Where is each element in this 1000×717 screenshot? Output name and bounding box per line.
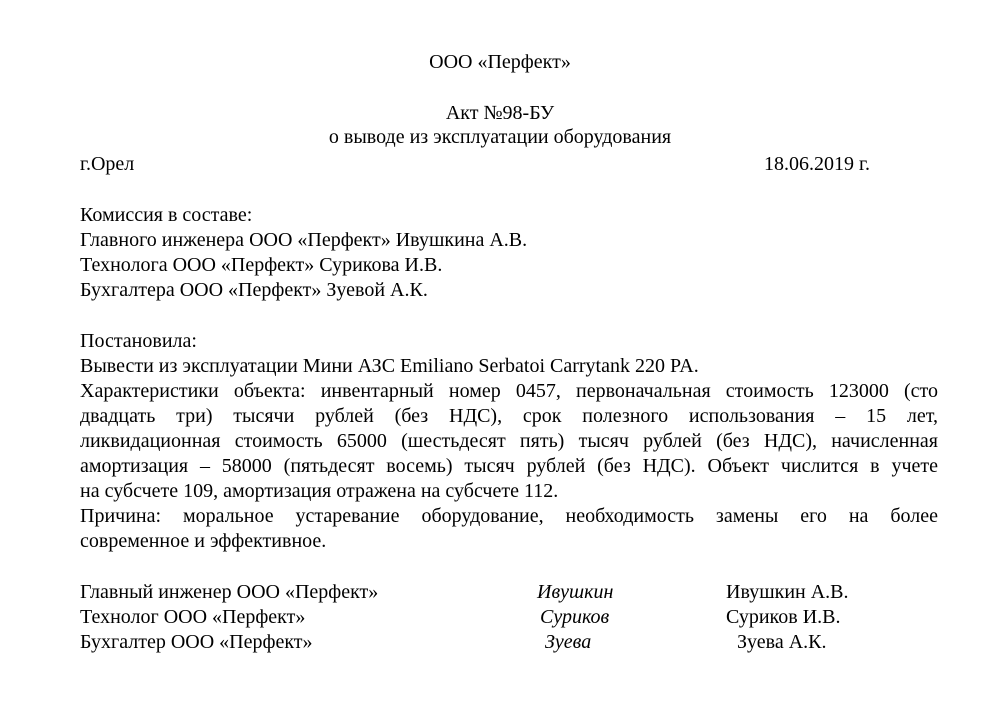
commission-member: Бухгалтера ООО «Перфект» Зуевой А.К. — [80, 279, 428, 301]
signature-name: Суриков И.В. — [726, 606, 841, 628]
resolution-line: ликвидационная стоимость 65000 (шестьдесят пять) тысяч рублей (без НДС), начисленная — [80, 430, 938, 452]
company-name: ООО «Перфект» — [429, 51, 571, 73]
commission-heading: Комиссия в составе: — [80, 204, 253, 226]
resolution-line: Вывести из эксплуатации Мини АЗС Emiliano Serbatoi Carrytank 220 PA. — [80, 355, 699, 377]
commission-member: Технолога ООО «Перфект» Сурикова И.В. — [80, 254, 443, 276]
city: г.Орел — [80, 153, 135, 175]
resolution-line: современное и эффективное. — [80, 530, 327, 552]
signature-position: Технолог ООО «Перфект» — [80, 606, 306, 628]
resolution-line: Причина: моральное устаревание оборудование, необходимость замены его на более — [80, 505, 938, 527]
resolution-line: на субсчете 109, амортизация отражена на субсчете 112. — [80, 480, 559, 502]
document-date: 18.06.2019 г. — [764, 153, 870, 175]
act-subject: о выводе из эксплуатации оборудования — [328, 126, 672, 148]
act-number: Акт №98-БУ — [445, 102, 555, 124]
signature: Ивушкин — [537, 581, 614, 603]
signature: Суриков — [540, 606, 610, 628]
commission-member: Главного инженера ООО «Перфект» Ивушкина А.В. — [80, 229, 528, 251]
signature-position: Бухгалтер ООО «Перфект» — [80, 631, 313, 653]
resolution-line: амортизация – 58000 (пятьдесят восемь) тысяч рублей (без НДС). Объект числится в учете — [80, 455, 938, 477]
signature-name: Зуева А.К. — [737, 631, 827, 653]
signature-name: Ивушкин А.В. — [726, 581, 849, 603]
signature: Зуева — [545, 631, 592, 653]
resolution-line: двадцать три) тысячи рублей (без НДС), срок полезного использования – 15 лет, — [80, 405, 938, 427]
resolution-line: Характеристики объекта: инвентарный номер 0457, первоначальная стоимость 123000 (сто — [80, 380, 938, 402]
resolution-heading: Постановила: — [80, 330, 197, 352]
signature-position: Главный инженер ООО «Перфект» — [80, 581, 379, 603]
